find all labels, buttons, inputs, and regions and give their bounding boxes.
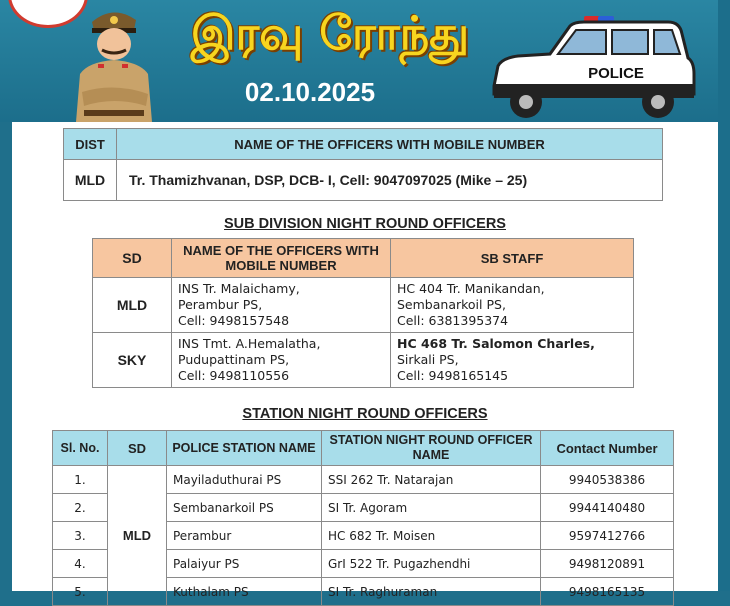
column-header-station: POLICE STATION NAME <box>167 431 322 466</box>
sl-no-cell: 5. <box>53 578 108 606</box>
header-banner <box>0 0 730 122</box>
car-label: POLICE <box>588 65 644 82</box>
station-cell: Palaiyur PS <box>167 550 322 578</box>
cell-line: Perambur PS, <box>178 297 263 312</box>
subdivision-table <box>92 238 634 388</box>
sl-no-cell: 1. <box>53 466 108 494</box>
contact-cell: 9597412766 <box>541 522 674 550</box>
sl-no-cell: 2. <box>53 494 108 522</box>
police-car-icon <box>488 14 698 122</box>
column-header-officer: STATION NIGHT ROUND OFFICER NAME <box>322 431 541 466</box>
officer-cell <box>172 333 391 388</box>
contact-cell: 9940538386 <box>541 466 674 494</box>
table-row <box>93 333 634 388</box>
cell-line: Cell: 9498110556 <box>178 368 290 383</box>
column-header-sd: SD <box>93 239 172 278</box>
sl-no-cell: 3. <box>53 522 108 550</box>
cell-line: Cell: 6381395374 <box>397 313 509 328</box>
column-header-contact: Contact Number <box>541 431 674 466</box>
station-cell: Kuthalam PS <box>167 578 322 606</box>
contact-cell: 9498120891 <box>541 550 674 578</box>
cell-line: Sirkali PS, <box>397 352 459 367</box>
officer-cell: SI Tr. Raghuraman <box>322 578 541 606</box>
dist-cell: MLD <box>64 160 117 201</box>
column-header-sl-no: Sl. No. <box>53 431 108 466</box>
table-row <box>64 160 663 201</box>
officer-cell: SI Tr. Agoram <box>322 494 541 522</box>
cell-line: HC 468 Tr. Salomon Charles, <box>397 336 595 351</box>
column-header-sd: SD <box>108 431 167 466</box>
contact-cell: 9498165135 <box>541 578 674 606</box>
sl-no-cell: 4. <box>53 550 108 578</box>
cell-line: INS Tr. Malaichamy, <box>178 281 300 296</box>
officer-cell: SSI 262 Tr. Natarajan <box>322 466 541 494</box>
column-header-officers: NAME OF THE OFFICERS WITH MOBILE NUMBER <box>172 239 391 278</box>
sd-cell: MLD <box>93 278 172 333</box>
sb-staff-cell <box>391 278 634 333</box>
cell-line: Pudupattinam PS, <box>178 352 290 367</box>
district-table <box>63 128 663 201</box>
column-header-dist: DIST <box>64 129 117 160</box>
police-officer-icon <box>58 2 168 122</box>
banner-title: இரவு ரோந்து <box>190 6 470 60</box>
station-table <box>52 430 674 606</box>
officer-cell: GrI 522 Tr. Pugazhendhi <box>322 550 541 578</box>
cell-line: HC 404 Tr. Manikandan, <box>397 281 545 296</box>
officer-cell: HC 682 Tr. Moisen <box>322 522 541 550</box>
station-heading: STATION NIGHT ROUND OFFICERS <box>242 406 488 422</box>
table-row <box>93 278 634 333</box>
cell-line: Cell: 9498165145 <box>397 368 509 383</box>
column-header-sb-staff: SB STAFF <box>391 239 634 278</box>
banner-date: 02.10.2025 <box>244 77 376 107</box>
cell-line: INS Tmt. A.Hemalatha, <box>178 336 321 351</box>
sd-cell: SKY <box>93 333 172 388</box>
sb-staff-cell <box>391 333 634 388</box>
station-cell: Mayiladuthurai PS <box>167 466 322 494</box>
officer-cell: Tr. Thamizhvanan, DSP, DCB- I, Cell: 9047097025 (Mike – 25) <box>117 160 663 201</box>
table-row <box>53 466 674 494</box>
station-cell: Perambur <box>167 522 322 550</box>
officer-cell <box>172 278 391 333</box>
page-border <box>718 0 730 591</box>
contact-cell: 9944140480 <box>541 494 674 522</box>
station-cell: Sembanarkoil PS <box>167 494 322 522</box>
sd-cell: MLD <box>108 466 167 606</box>
subdivision-heading: SUB DIVISION NIGHT ROUND OFFICERS <box>224 216 506 232</box>
column-header-officers: NAME OF THE OFFICERS WITH MOBILE NUMBER <box>117 129 663 160</box>
cell-line: Sembanarkoil PS, <box>397 297 506 312</box>
document-sheet <box>12 122 718 599</box>
cell-line: Cell: 9498157548 <box>178 313 290 328</box>
